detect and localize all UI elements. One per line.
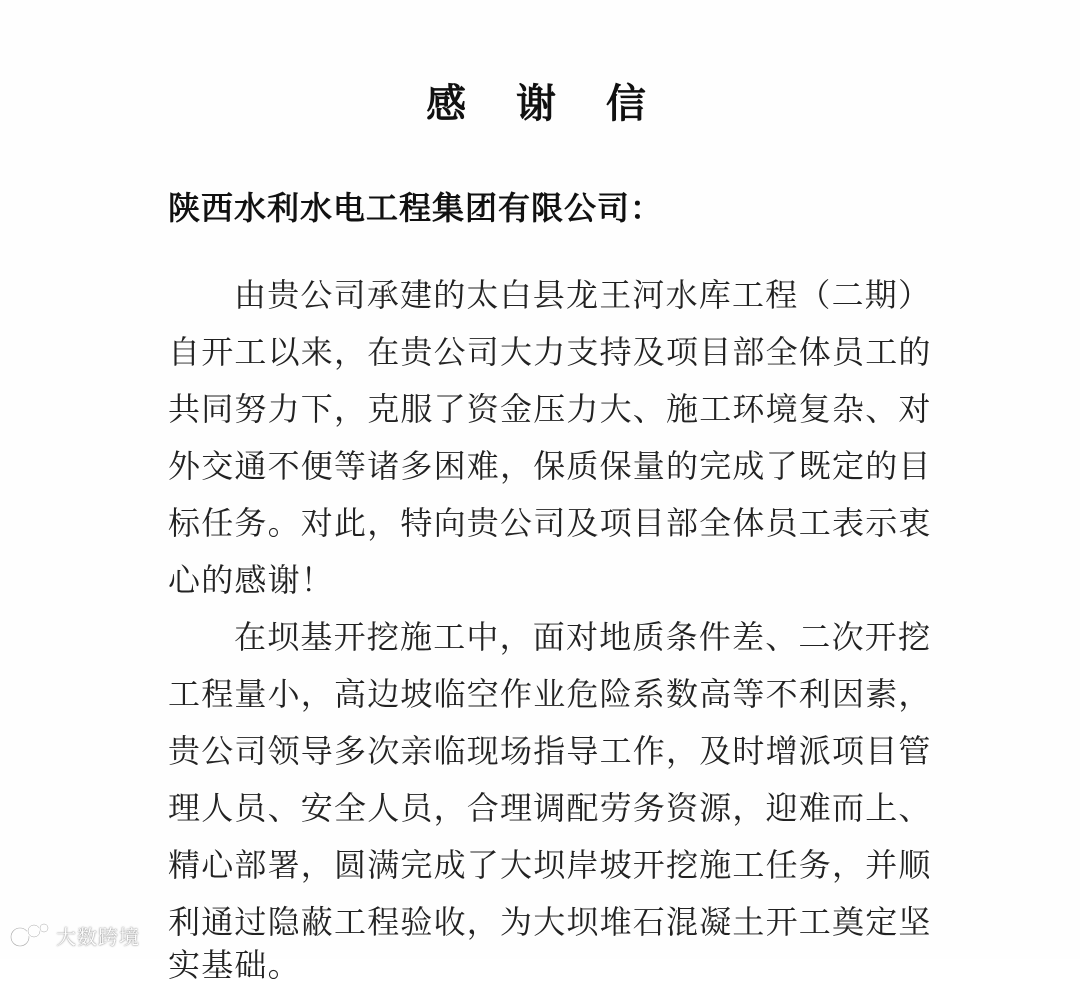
body-line: 精心部署，圆满完成了大坝岸坡开挖施工任务，并顺 [168,846,932,884]
body-line: 外交通不便等诸多困难，保质保量的完成了既定的目 [168,447,932,485]
page-title: 感 谢 信 [426,81,664,127]
body-line: 贵公司领导多次亲临现场指导工作，及时增派项目管 [168,732,932,770]
salutation: 陕西水利水电工程集团有限公司： [168,189,664,227]
body-line: 利通过隐蔽工程验收，为大坝堆石混凝土开工奠定坚 [168,903,932,941]
body-line: 理人员、安全人员，合理调配劳务资源，迎难而上、 [168,789,932,827]
body-line: 标任务。对此，特向贵公司及项目部全体员工表示衷 [168,504,932,542]
body-line: 共同努力下，克服了资金压力大、施工环境复杂、对 [168,390,932,428]
body-line: 自开工以来，在贵公司大力支持及项目部全体员工的 [168,333,932,371]
body-line: 工程量小，高边坡临空作业危险系数高等不利因素， [168,675,932,713]
body-line: 由贵公司承建的太白县龙王河水库工程（二期） [234,276,932,314]
watermark-text: 大数跨境 [56,924,140,949]
body-line: 在坝基开挖施工中，面对地质条件差、二次开挖 [234,618,932,656]
watermark [8,917,140,953]
body-line: 实基础。 [168,946,301,984]
body-line: 心的感谢！ [168,561,335,599]
brand-logo-icon [8,920,52,950]
